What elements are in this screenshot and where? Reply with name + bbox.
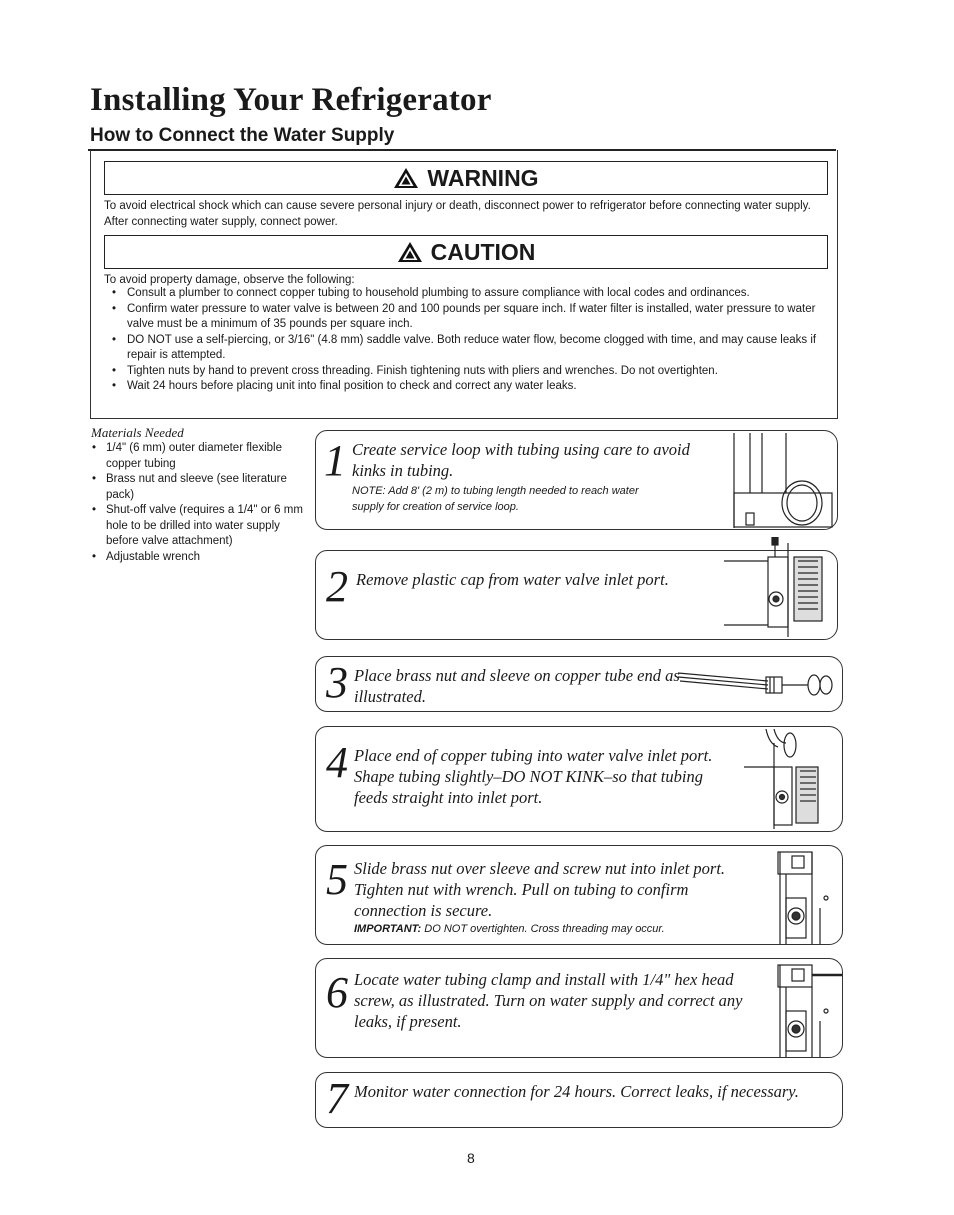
step-note (354, 921, 754, 937)
warning-triangle-icon (393, 167, 419, 189)
step-number: 1 (324, 436, 346, 485)
water-valve-illustration (724, 537, 836, 639)
step-number: 5 (326, 855, 348, 904)
step-6 (315, 958, 843, 1058)
warning-triangle-icon (397, 241, 423, 263)
materials-title: Materials Needed (91, 425, 184, 440)
list-item: • DO NOT use a self-piercing, or 3/16" (4.8 mm) saddle valve. Both reduce water flow, become clogged with time, and may cause leaks if repair is attempted. (112, 333, 834, 364)
step-1 (315, 430, 838, 530)
step-text: Place brass nut and sleeve on copper tube end as illustrated. (354, 666, 680, 706)
service-loop-illustration (728, 433, 834, 528)
note-text: DO NOT overtighten. Cross threading may occur. (424, 923, 665, 935)
step-number: 3 (326, 658, 348, 707)
step-text: Slide brass nut over sleeve and screw nut into inlet port. Tighten nut with wrench. Pull on tubing to confirm connection is secure. (354, 859, 726, 920)
step-text: Create service loop with tubing using care to avoid kinks in tubing. (352, 440, 690, 480)
warning-text: To avoid electrical shock which can cause severe personal injury or death, disconnect power to refrigerator before connecting water supply. After connecting water supply, connect power. (104, 200, 811, 228)
tubing-clamp-illustration (772, 961, 844, 1057)
list-item: • Shut-off valve (requires a 1/4" or 6 mm hole to be drilled into water supply before valve attachment) (92, 503, 310, 550)
step-number: 7 (326, 1074, 348, 1123)
caution-list (112, 286, 834, 395)
caution-label: CAUTION (430, 238, 536, 265)
warning-banner (104, 161, 828, 195)
list-item: • Adjustable wrench (92, 550, 310, 566)
page-number: 8 (467, 1150, 475, 1166)
materials-list (92, 441, 310, 565)
tubing-insertion-illustration (744, 729, 840, 829)
step-4 (315, 726, 843, 832)
caution-intro: To avoid property damage, observe the following: (104, 274, 355, 286)
page-title: Installing Your Refrigerator (90, 82, 492, 118)
step-number: 6 (326, 968, 348, 1017)
brass-nut-sleeve-illustration (678, 667, 838, 703)
step-text: Monitor water connection for 24 hours. Correct leaks, if necessary. (354, 1082, 799, 1101)
note-label: IMPORTANT: (354, 923, 422, 935)
step-text: Locate water tubing clamp and install with 1/4" hex head screw, as illustrated. Turn on water supply and correct any leaks, if present. (354, 970, 743, 1031)
list-item: • Brass nut and sleeve (see literature pack) (92, 472, 310, 503)
list-item: • Confirm water pressure to water valve is between 20 and 100 pounds per square inch. If water filter is installed, water pressure to water valve must be a minimum of 35 pounds per square inch. (112, 302, 834, 333)
caution-banner (104, 235, 828, 269)
list-item: • Wait 24 hours before placing unit into final position to check and correct any water leaks. (112, 379, 834, 395)
step-number: 2 (326, 562, 348, 611)
step-text: Remove plastic cap from water valve inlet port. (356, 570, 669, 589)
nut-tightening-illustration (772, 848, 840, 944)
step-2 (315, 550, 838, 640)
section-title: How to Connect the Water Supply (90, 125, 395, 146)
step-text: Place end of copper tubing into water valve inlet port. Shape tubing slightly–DO NOT KINK–so that tubing feeds straight into inlet port. (354, 746, 713, 807)
warning-label: WARNING (427, 164, 539, 191)
list-item: • Consult a plumber to connect copper tubing to household plumbing to assure compliance with local codes and ordinances. (112, 286, 834, 302)
step-number: 4 (326, 738, 348, 787)
step-note: NOTE: Add 8' (2 m) to tubing length needed to reach water supply for creation of service loop. (352, 485, 639, 513)
step-3 (315, 656, 843, 712)
step-7 (315, 1072, 843, 1128)
list-item: • 1/4" (6 mm) outer diameter flexible copper tubing (92, 441, 310, 472)
step-5 (315, 845, 843, 945)
list-item: • Tighten nuts by hand to prevent cross threading. Finish tightening nuts with pliers and wrenches. Do not overtighten. (112, 364, 834, 380)
